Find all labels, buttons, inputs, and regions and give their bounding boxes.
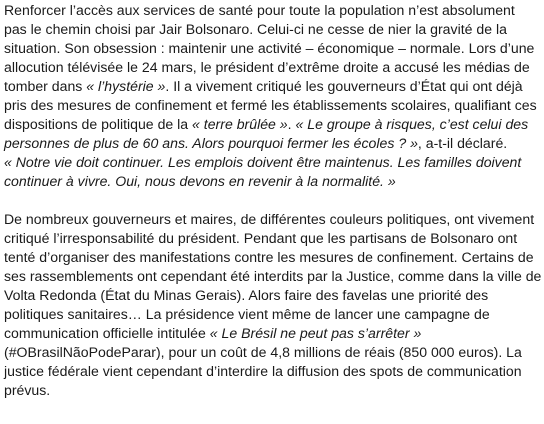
body-text: pas le chemin choisi par Jair Bolsonaro. Celui-ci ne cesse de nier la gravité de la	[4, 21, 507, 37]
article-paragraph	[4, 210, 542, 400]
text-line	[4, 210, 538, 229]
text-line	[4, 115, 538, 134]
body-text: Renforcer l’accès aux services de santé pour toute la population n’est absolument	[4, 2, 515, 18]
text-line	[4, 324, 538, 343]
quoted-text: « Le Brésil ne peut pas s’arrêter »	[209, 325, 422, 341]
body-text: critiqué l’irresponsabilité du président. Pendant que les partisans de Bolsonaro ont	[4, 230, 518, 246]
text-line	[4, 20, 538, 39]
body-text: prévus.	[4, 382, 51, 398]
quoted-text: personnes de plus de 60 ans. Alors pourquoi fermer les écoles ? »	[4, 135, 418, 151]
body-text: justice fédérale vient cependant d’interdire la diffusion des spots de communication	[4, 363, 522, 379]
body-text: tenté d’organiser des manifestations contre les mesures de confinement. Certains de	[4, 249, 534, 265]
body-text: situation. Son obsession : maintenir une activité – économique – normale. Lors d’une	[4, 40, 535, 56]
body-text: .	[287, 116, 296, 132]
body-text: (#OBrasilNãoPodeParar), pour un coût de 4,8 millions de réais (850 000 euros). La	[4, 344, 522, 360]
text-line	[4, 248, 538, 267]
text-line	[4, 134, 538, 153]
body-text: communication officielle intitulée	[4, 325, 210, 341]
body-text: Volta Redonda (État du Minas Gerais). Alors faire des favelas une priorité des	[4, 287, 489, 303]
text-line	[4, 172, 538, 191]
text-line	[4, 58, 538, 77]
quoted-text: « Notre vie doit continuer. Les emplois doivent être maintenus. Les familles doivent	[4, 154, 522, 170]
body-text: pris des mesures de confinement et fermé les établissements scolaires, qualifiant ces	[4, 97, 537, 113]
text-line	[4, 343, 538, 362]
text-line	[4, 286, 538, 305]
quoted-text: « Le groupe à risques, c’est celui des	[295, 116, 529, 132]
text-line	[4, 229, 538, 248]
body-text: politiques sanitaires… La présidence vient même de lancer une campagne de	[4, 306, 490, 322]
body-text: De nombreux gouverneurs et maires, de différentes couleurs politiques, ont vivement	[4, 211, 535, 227]
quoted-text: continuer à vivre. Oui, nous devons en revenir à la normalité. »	[4, 173, 396, 189]
text-line	[4, 381, 538, 400]
text-line	[4, 362, 538, 381]
text-line	[4, 305, 538, 324]
text-line	[4, 39, 538, 58]
body-text: ses rassemblements ont cependant été interdits par la Justice, comme dans la ville de	[4, 268, 542, 284]
body-text: . Il a vivement critiqué les gouverneurs d’État qui ont déjà	[165, 78, 523, 94]
text-line	[4, 77, 538, 96]
text-line	[4, 96, 538, 115]
quoted-text: « terre brûlée »	[192, 116, 288, 132]
text-line	[4, 1, 538, 20]
body-text: , a-t-il déclaré.	[417, 135, 508, 151]
article-paragraph	[4, 1, 538, 191]
body-text: allocution télévisée le 24 mars, le président d’extrême droite a accusé les médias de	[4, 59, 530, 75]
body-text: tomber dans	[4, 78, 87, 94]
text-line	[4, 153, 538, 172]
body-text: dispositions de politique de la	[4, 116, 193, 132]
text-line	[4, 267, 542, 286]
quoted-text: « l’hystérie »	[86, 78, 166, 94]
